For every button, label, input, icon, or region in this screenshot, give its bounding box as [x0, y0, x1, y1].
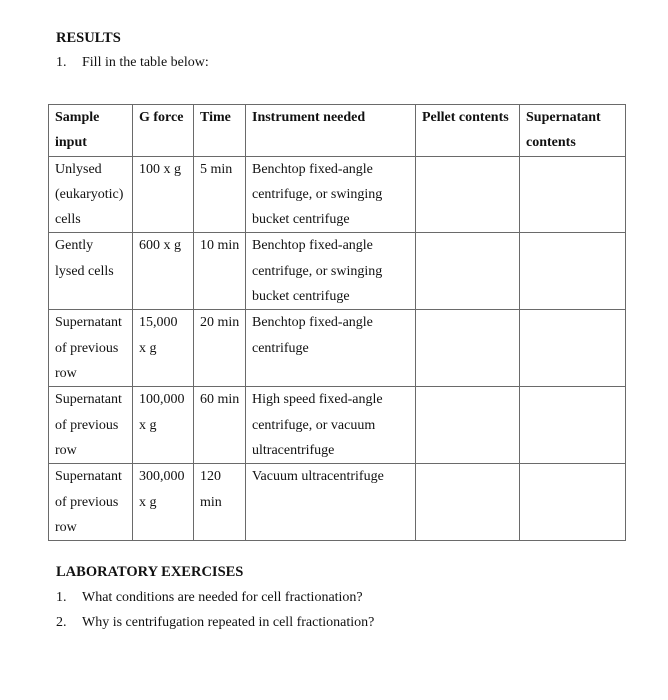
cell-time: 20 min — [194, 310, 246, 387]
cell-pellet-contents[interactable] — [416, 310, 520, 387]
header-supernatant-contents: Supernatant contents — [520, 105, 626, 157]
results-table — [48, 104, 626, 541]
cell-g-force: 300,000 x g — [133, 464, 194, 541]
header-time: Time — [194, 105, 246, 157]
cell-time: 10 min — [194, 233, 246, 310]
table-row — [49, 464, 626, 541]
question-number: 2. — [56, 615, 67, 630]
cell-time: 120 min — [194, 464, 246, 541]
cell-instrument: High speed fixed-angle centrifuge, or vacuum ultracentrifuge — [246, 387, 416, 464]
cell-sample: Supernatant of previous row — [49, 464, 133, 541]
cell-pellet-contents[interactable] — [416, 233, 520, 310]
cell-instrument: Benchtop fixed-angle centrifuge — [246, 310, 416, 387]
instruction-number: 1. — [56, 55, 67, 70]
cell-supernatant-contents[interactable] — [520, 310, 626, 387]
header-pellet-contents: Pellet contents — [416, 105, 520, 157]
cell-time: 5 min — [194, 156, 246, 233]
table-row — [49, 387, 626, 464]
header-g-force: G force — [133, 105, 194, 157]
table-row — [49, 156, 626, 233]
header-sample-input: Sample input — [49, 105, 133, 157]
cell-pellet-contents[interactable] — [416, 464, 520, 541]
cell-supernatant-contents[interactable] — [520, 387, 626, 464]
header-instrument: Instrument needed — [246, 105, 416, 157]
question-text: Why is centrifugation repeated in cell fractionation? — [82, 615, 375, 630]
question-text: What conditions are needed for cell fractionation? — [82, 590, 363, 605]
table-header-row — [49, 105, 626, 157]
table-row — [49, 310, 626, 387]
cell-g-force: 15,000 x g — [133, 310, 194, 387]
cell-instrument: Benchtop fixed-angle centrifuge, or swinging bucket centrifuge — [246, 156, 416, 233]
cell-sample: Supernatant of previous row — [49, 310, 133, 387]
cell-instrument: Benchtop fixed-angle centrifuge, or swinging bucket centrifuge — [246, 233, 416, 310]
cell-g-force: 100,000 x g — [133, 387, 194, 464]
table-row — [49, 233, 626, 310]
results-heading: RESULTS — [56, 30, 121, 46]
cell-supernatant-contents[interactable] — [520, 464, 626, 541]
question-number: 1. — [56, 590, 67, 605]
question-item — [56, 590, 363, 606]
cell-pellet-contents[interactable] — [416, 156, 520, 233]
instruction-text: Fill in the table below: — [82, 55, 209, 70]
instruction-line — [56, 55, 209, 71]
cell-time: 60 min — [194, 387, 246, 464]
cell-sample: Unlysed (eukaryotic) cells — [49, 156, 133, 233]
lab-exercises-heading: LABORATORY EXERCISES — [56, 564, 244, 580]
cell-instrument: Vacuum ultracentrifuge — [246, 464, 416, 541]
cell-g-force: 100 x g — [133, 156, 194, 233]
cell-sample: Gently lysed cells — [49, 233, 133, 310]
cell-supernatant-contents[interactable] — [520, 233, 626, 310]
question-item — [56, 615, 374, 631]
cell-g-force: 600 x g — [133, 233, 194, 310]
cell-sample: Supernatant of previous row — [49, 387, 133, 464]
cell-supernatant-contents[interactable] — [520, 156, 626, 233]
cell-pellet-contents[interactable] — [416, 387, 520, 464]
